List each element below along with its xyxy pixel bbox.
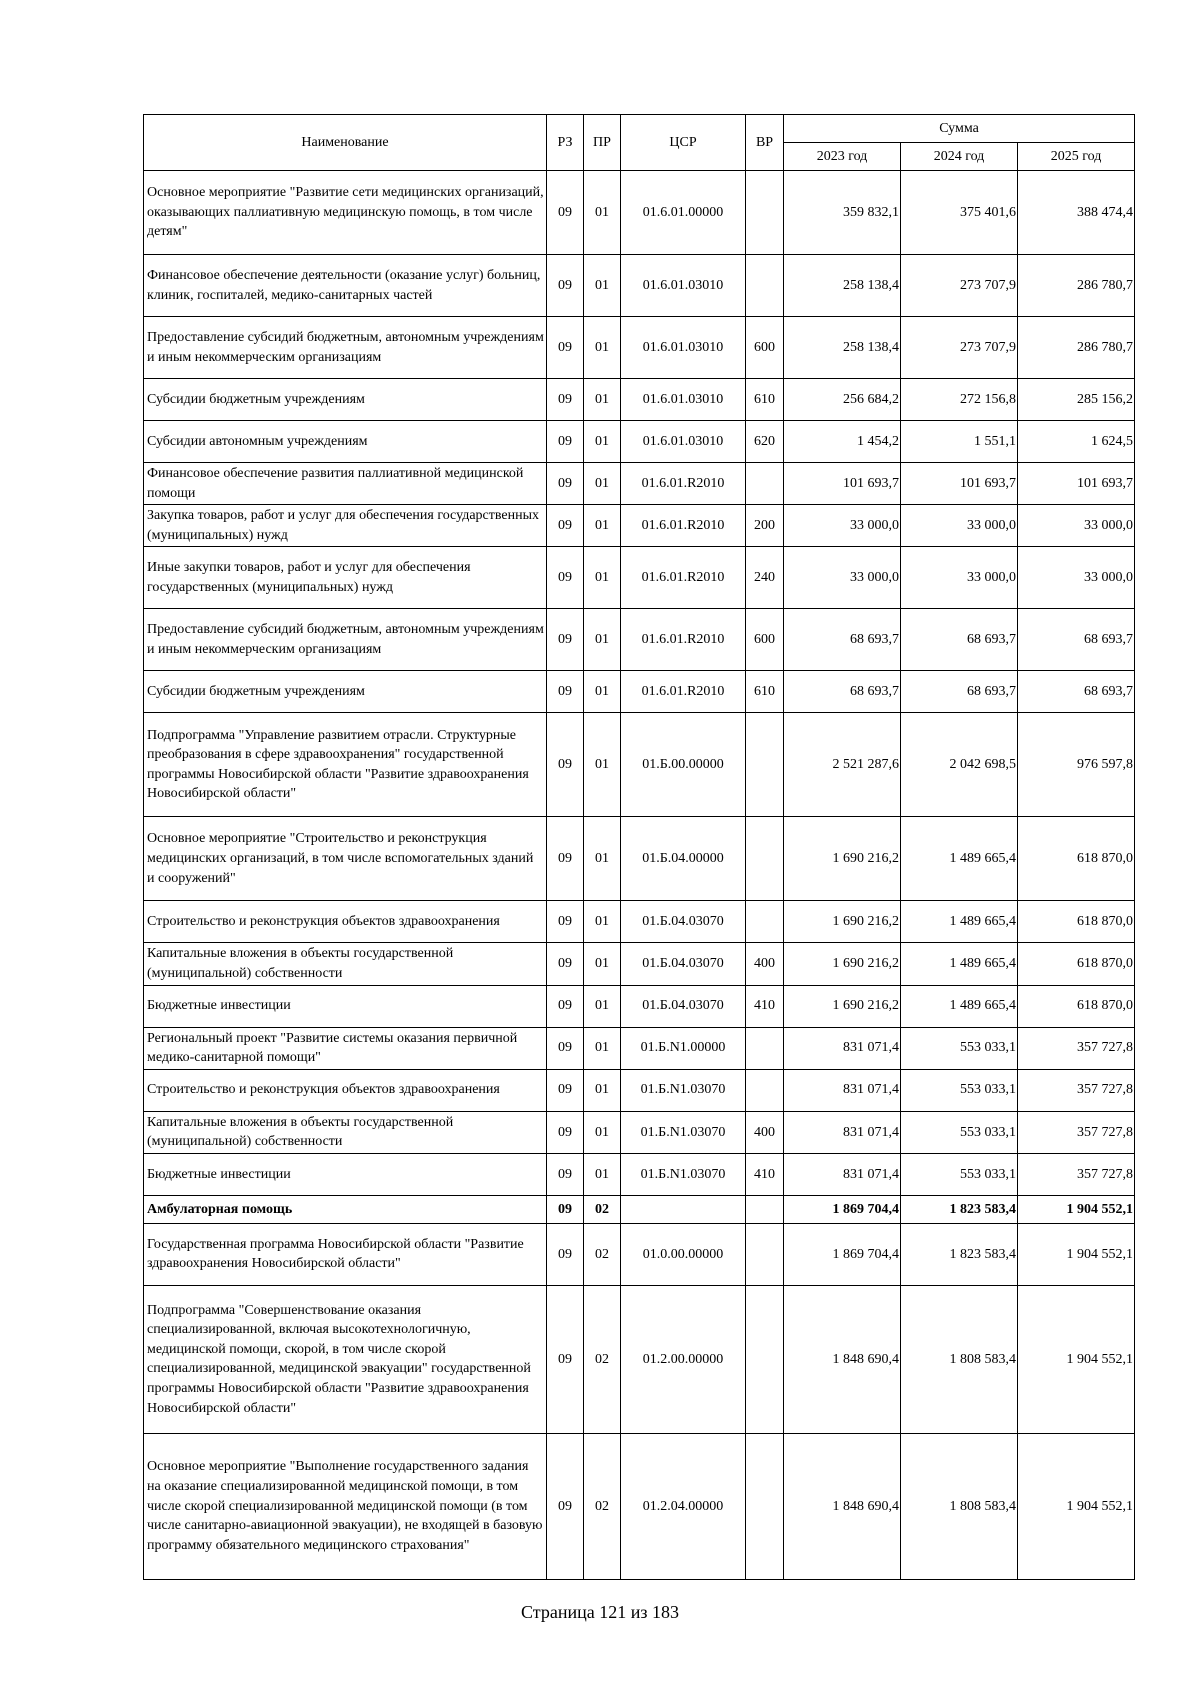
cell-sum-2023: 359 832,1 [784,171,901,255]
cell-pr: 01 [584,817,621,901]
cell-rz: 09 [547,1027,584,1069]
cell-rz: 09 [547,985,584,1027]
cell-sum-2024: 68 693,7 [901,671,1018,713]
cell-rz: 09 [547,713,584,817]
cell-sum-2024: 553 033,1 [901,1027,1018,1069]
cell-vr: 410 [746,985,784,1027]
cell-sum-2024: 1 808 583,4 [901,1285,1018,1433]
cell-pr: 01 [584,671,621,713]
cell-sum-2023: 2 521 287,6 [784,713,901,817]
cell-rz: 09 [547,1195,584,1223]
table-row [144,1153,1135,1195]
cell-csr: 01.6.01.00000 [621,171,746,255]
cell-csr: 01.6.01.R2010 [621,671,746,713]
header-vr: ВР [746,115,784,171]
cell-pr: 01 [584,609,621,671]
table-row [144,317,1135,379]
header-sum: Сумма [784,115,1135,143]
cell-rz: 09 [547,171,584,255]
cell-sum-2025: 68 693,7 [1018,609,1135,671]
cell-sum-2023: 68 693,7 [784,609,901,671]
cell-sum-2024: 1 489 665,4 [901,985,1018,1027]
cell-name: Амбулаторная помощь [144,1195,547,1223]
cell-name: Бюджетные инвестиции [144,985,547,1027]
cell-pr: 01 [584,463,621,505]
cell-name: Государственная программа Новосибирской области "Развитие здравоохранения Новосибирской области" [144,1223,547,1285]
cell-sum-2024: 33 000,0 [901,505,1018,547]
table-row [144,901,1135,943]
cell-sum-2023: 831 071,4 [784,1069,901,1111]
cell-vr [746,901,784,943]
header-year-2023: 2023 год [784,143,901,171]
cell-sum-2023: 831 071,4 [784,1111,901,1153]
cell-csr [621,1195,746,1223]
cell-csr: 01.6.01.03010 [621,421,746,463]
cell-pr: 02 [584,1195,621,1223]
cell-sum-2023: 68 693,7 [784,671,901,713]
cell-sum-2024: 553 033,1 [901,1153,1018,1195]
cell-pr: 01 [584,505,621,547]
cell-name: Финансовое обеспечение деятельности (оказание услуг) больниц, клиник, госпиталей, медико-санитарных частей [144,255,547,317]
cell-rz: 09 [547,609,584,671]
cell-sum-2023: 1 690 216,2 [784,943,901,985]
cell-sum-2023: 101 693,7 [784,463,901,505]
cell-sum-2024: 1 823 583,4 [901,1223,1018,1285]
cell-vr [746,1027,784,1069]
cell-sum-2023: 1 690 216,2 [784,901,901,943]
cell-name: Основное мероприятие "Строительство и реконструкция медицинских организаций, в том числе вспомогательных зданий и сооружений" [144,817,547,901]
cell-rz: 09 [547,421,584,463]
cell-sum-2023: 831 071,4 [784,1153,901,1195]
table-row [144,171,1135,255]
cell-csr: 01.2.00.00000 [621,1285,746,1433]
cell-name: Предоставление субсидий бюджетным, автономным учреждениям и иным некоммерческим организациям [144,609,547,671]
cell-sum-2024: 375 401,6 [901,171,1018,255]
cell-csr: 01.Б.N1.03070 [621,1069,746,1111]
cell-name: Региональный проект "Развитие системы оказания первичной медико-санитарной помощи" [144,1027,547,1069]
cell-csr: 01.6.01.R2010 [621,463,746,505]
table-header [144,115,1135,171]
table-row [144,943,1135,985]
cell-pr: 01 [584,255,621,317]
cell-rz: 09 [547,1153,584,1195]
cell-csr: 01.2.04.00000 [621,1433,746,1579]
cell-sum-2025: 285 156,2 [1018,379,1135,421]
cell-sum-2025: 618 870,0 [1018,901,1135,943]
cell-name: Основное мероприятие "Развитие сети медицинских организаций, оказывающих паллиативную медицинскую помощь, в том числе детям" [144,171,547,255]
table-row [144,463,1135,505]
cell-pr: 02 [584,1223,621,1285]
cell-name: Подпрограмма "Совершенствование оказания специализированной, включая высокотехнологичную, медицинской помощи, скорой, в том числе скорой специализированной, медицинской эвакуации" государственной программы Новосибирской области "Развитие здравоохранения Новосибирской области" [144,1285,547,1433]
cell-csr: 01.0.00.00000 [621,1223,746,1285]
table-row [144,379,1135,421]
cell-name: Субсидии бюджетным учреждениям [144,379,547,421]
table-body [144,171,1135,1580]
cell-name: Иные закупки товаров, работ и услуг для обеспечения государственных (муниципальных) нужд [144,547,547,609]
cell-sum-2025: 286 780,7 [1018,255,1135,317]
cell-vr: 200 [746,505,784,547]
table-row [144,505,1135,547]
cell-sum-2024: 1 489 665,4 [901,901,1018,943]
cell-sum-2023: 1 690 216,2 [784,985,901,1027]
table-row [144,1027,1135,1069]
cell-sum-2025: 618 870,0 [1018,985,1135,1027]
cell-sum-2025: 357 727,8 [1018,1069,1135,1111]
cell-csr: 01.Б.N1.03070 [621,1111,746,1153]
cell-sum-2025: 33 000,0 [1018,547,1135,609]
cell-sum-2024: 1 489 665,4 [901,817,1018,901]
cell-vr: 620 [746,421,784,463]
cell-vr: 400 [746,1111,784,1153]
table-row [144,713,1135,817]
cell-csr: 01.6.01.03010 [621,317,746,379]
cell-pr: 01 [584,713,621,817]
cell-pr: 01 [584,379,621,421]
cell-vr [746,1433,784,1579]
cell-sum-2023: 831 071,4 [784,1027,901,1069]
cell-vr: 240 [746,547,784,609]
cell-pr: 01 [584,1153,621,1195]
cell-vr [746,1285,784,1433]
cell-csr: 01.Б.04.00000 [621,817,746,901]
header-pr: ПР [584,115,621,171]
page-number: Страница 121 из 183 [521,1602,679,1622]
cell-csr: 01.Б.04.03070 [621,901,746,943]
table-row [144,1433,1135,1579]
cell-csr: 01.Б.N1.00000 [621,1027,746,1069]
cell-vr [746,171,784,255]
cell-rz: 09 [547,943,584,985]
cell-name: Основное мероприятие "Выполнение государственного задания на оказание специализированной медицинской помощи, в том числе скорой специализированной медицинской помощи (в том числе санитарно-авиационной эвакуации), не входящей в базовую программу обязательного медицинского страхования" [144,1433,547,1579]
cell-sum-2023: 256 684,2 [784,379,901,421]
cell-sum-2025: 1 904 552,1 [1018,1433,1135,1579]
header-csr: ЦСР [621,115,746,171]
cell-vr: 610 [746,671,784,713]
cell-vr: 600 [746,317,784,379]
cell-sum-2024: 101 693,7 [901,463,1018,505]
cell-sum-2023: 258 138,4 [784,255,901,317]
cell-name: Строительство и реконструкция объектов здравоохранения [144,901,547,943]
cell-rz: 09 [547,1433,584,1579]
budget-table [143,114,1135,1580]
cell-sum-2024: 33 000,0 [901,547,1018,609]
cell-pr: 01 [584,1111,621,1153]
cell-sum-2023: 1 869 704,4 [784,1195,901,1223]
cell-sum-2025: 357 727,8 [1018,1111,1135,1153]
cell-csr: 01.6.01.03010 [621,379,746,421]
cell-sum-2025: 1 904 552,1 [1018,1285,1135,1433]
header-year-2024: 2024 год [901,143,1018,171]
cell-sum-2025: 1 904 552,1 [1018,1195,1135,1223]
cell-sum-2024: 553 033,1 [901,1069,1018,1111]
table-row [144,1285,1135,1433]
cell-rz: 09 [547,817,584,901]
table-row [144,985,1135,1027]
cell-pr: 01 [584,1027,621,1069]
cell-csr: 01.Б.N1.03070 [621,1153,746,1195]
table-row [144,609,1135,671]
cell-vr [746,713,784,817]
cell-rz: 09 [547,1111,584,1153]
cell-sum-2025: 976 597,8 [1018,713,1135,817]
cell-sum-2023: 1 454,2 [784,421,901,463]
cell-pr: 01 [584,171,621,255]
cell-sum-2024: 1 823 583,4 [901,1195,1018,1223]
cell-sum-2025: 1 624,5 [1018,421,1135,463]
cell-sum-2025: 68 693,7 [1018,671,1135,713]
cell-sum-2023: 33 000,0 [784,505,901,547]
cell-rz: 09 [547,547,584,609]
cell-vr: 410 [746,1153,784,1195]
cell-vr [746,1069,784,1111]
cell-sum-2025: 357 727,8 [1018,1027,1135,1069]
header-year-2025: 2025 год [1018,143,1135,171]
table-row [144,255,1135,317]
cell-rz: 09 [547,671,584,713]
cell-sum-2024: 553 033,1 [901,1111,1018,1153]
cell-sum-2024: 2 042 698,5 [901,713,1018,817]
cell-sum-2023: 1 869 704,4 [784,1223,901,1285]
cell-pr: 01 [584,317,621,379]
cell-rz: 09 [547,1069,584,1111]
cell-sum-2025: 33 000,0 [1018,505,1135,547]
cell-vr: 610 [746,379,784,421]
cell-rz: 09 [547,901,584,943]
table-row [144,547,1135,609]
cell-name: Подпрограмма "Управление развитием отрасли. Структурные преобразования в сфере здравоохранения" государственной программы Новосибирской области "Развитие здравоохранения Новосибирской области" [144,713,547,817]
cell-sum-2025: 1 904 552,1 [1018,1223,1135,1285]
cell-vr: 600 [746,609,784,671]
table-row [144,421,1135,463]
cell-name: Строительство и реконструкция объектов здравоохранения [144,1069,547,1111]
cell-sum-2023: 1 848 690,4 [784,1285,901,1433]
cell-csr: 01.Б.00.00000 [621,713,746,817]
cell-name: Предоставление субсидий бюджетным, автономным учреждениям и иным некоммерческим организациям [144,317,547,379]
cell-name: Бюджетные инвестиции [144,1153,547,1195]
cell-sum-2023: 258 138,4 [784,317,901,379]
cell-csr: 01.6.01.R2010 [621,505,746,547]
cell-csr: 01.6.01.R2010 [621,609,746,671]
cell-rz: 09 [547,505,584,547]
cell-rz: 09 [547,463,584,505]
cell-pr: 02 [584,1433,621,1579]
cell-vr [746,463,784,505]
cell-vr: 400 [746,943,784,985]
cell-vr [746,1223,784,1285]
cell-pr: 01 [584,985,621,1027]
cell-csr: 01.6.01.03010 [621,255,746,317]
table-row [144,1223,1135,1285]
cell-name: Субсидии бюджетным учреждениям [144,671,547,713]
cell-sum-2025: 357 727,8 [1018,1153,1135,1195]
cell-csr: 01.Б.04.03070 [621,985,746,1027]
table-row [144,1069,1135,1111]
table-row [144,1195,1135,1223]
cell-sum-2024: 1 551,1 [901,421,1018,463]
table-row [144,817,1135,901]
cell-sum-2023: 1 848 690,4 [784,1433,901,1579]
cell-sum-2025: 101 693,7 [1018,463,1135,505]
cell-name: Финансовое обеспечение развития паллиативной медицинской помощи [144,463,547,505]
cell-sum-2023: 33 000,0 [784,547,901,609]
table-row [144,1111,1135,1153]
cell-sum-2024: 1 489 665,4 [901,943,1018,985]
cell-pr: 01 [584,1069,621,1111]
cell-pr: 02 [584,1285,621,1433]
cell-vr [746,255,784,317]
cell-vr [746,817,784,901]
cell-name: Капитальные вложения в объекты государственной (муниципальной) собственности [144,1111,547,1153]
cell-pr: 01 [584,547,621,609]
cell-name: Капитальные вложения в объекты государственной (муниципальной) собственности [144,943,547,985]
cell-rz: 09 [547,1223,584,1285]
header-rz: РЗ [547,115,584,171]
table-row [144,671,1135,713]
header-name: Наименование [144,115,547,171]
cell-rz: 09 [547,1285,584,1433]
cell-sum-2025: 618 870,0 [1018,943,1135,985]
cell-name: Закупка товаров, работ и услуг для обеспечения государственных (муниципальных) нужд [144,505,547,547]
cell-rz: 09 [547,379,584,421]
cell-csr: 01.Б.04.03070 [621,943,746,985]
cell-sum-2023: 1 690 216,2 [784,817,901,901]
cell-sum-2024: 1 808 583,4 [901,1433,1018,1579]
cell-sum-2024: 272 156,8 [901,379,1018,421]
cell-sum-2025: 388 474,4 [1018,171,1135,255]
cell-sum-2024: 273 707,9 [901,255,1018,317]
cell-pr: 01 [584,421,621,463]
cell-sum-2024: 273 707,9 [901,317,1018,379]
cell-rz: 09 [547,317,584,379]
cell-pr: 01 [584,901,621,943]
cell-name: Субсидии автономным учреждениям [144,421,547,463]
cell-vr [746,1195,784,1223]
cell-sum-2025: 286 780,7 [1018,317,1135,379]
cell-rz: 09 [547,255,584,317]
cell-pr: 01 [584,943,621,985]
cell-sum-2025: 618 870,0 [1018,817,1135,901]
cell-csr: 01.6.01.R2010 [621,547,746,609]
cell-sum-2024: 68 693,7 [901,609,1018,671]
